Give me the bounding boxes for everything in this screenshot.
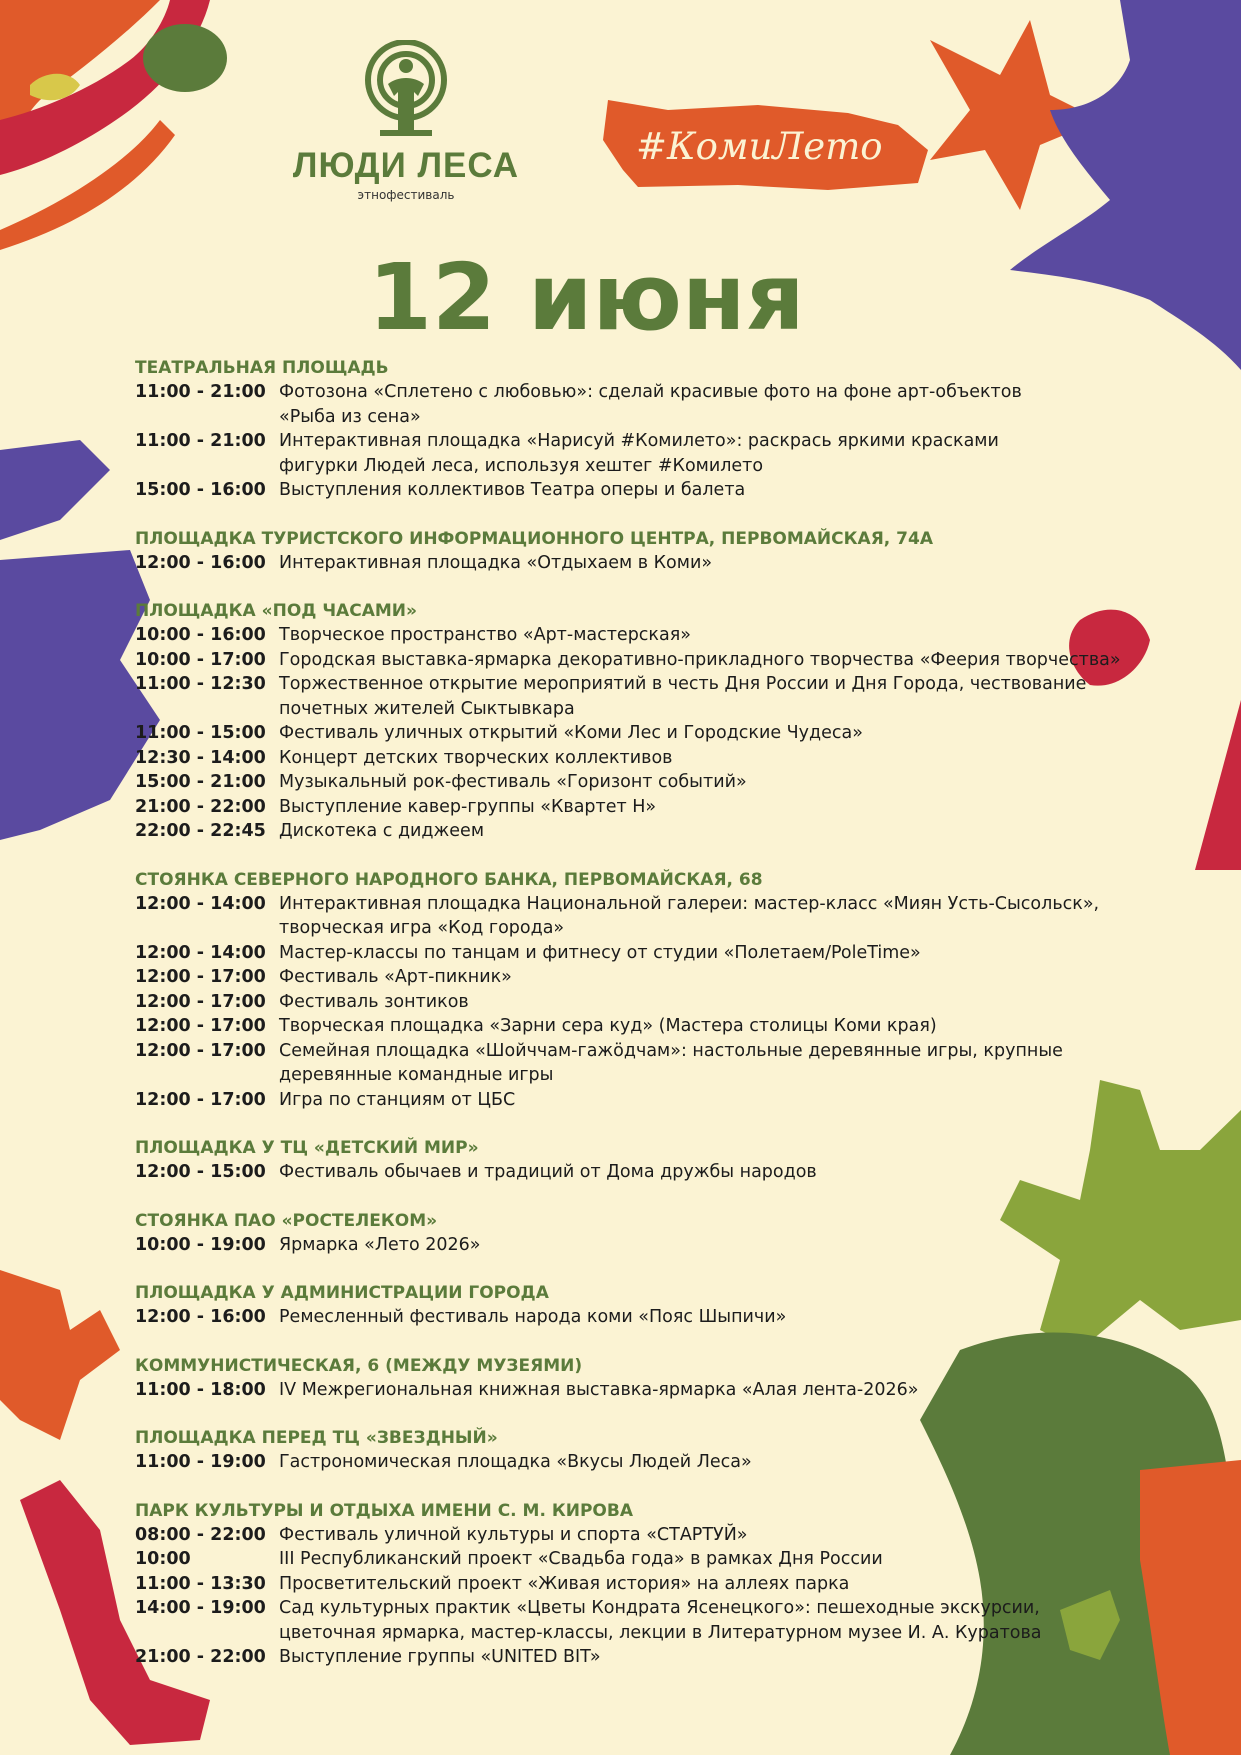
event-description-line: Выступление группы «UNITED BIT» [279,1647,601,1667]
venue-title: ПЛОЩАДКА У АДМИНИСТРАЦИИ ГОРОДА [135,1283,549,1303]
top-right-purple-shape [1010,0,1241,370]
event-description [279,672,1175,721]
event-description-line: деревянные командные игры [279,1065,554,1085]
event-description-line: Торжественное открытие мероприятий в честь Дня России и Дня Города, чествование [279,674,1087,694]
event-description-line: Дискотека с диджеем [279,821,485,841]
venue-section [135,599,1175,844]
event-row [135,648,1175,673]
event-description-line: Музыкальный рок-фестиваль «Горизонт событий» [279,772,747,792]
venue-title: КОММУНИСТИЧЕСКАЯ, 6 (МЕЖДУ МУЗЕЯМИ) [135,1355,583,1376]
event-row [135,770,1175,795]
event-description [279,551,1175,576]
event-row [135,429,1175,478]
people-of-forest-logo-icon [358,40,454,140]
event-time: 10:00 [135,1549,191,1569]
event-description-line: IV Межрегиональная книжная выставка-ярмарка «Алая лента-2026» [279,1379,919,1400]
event-row [135,990,1175,1015]
event-time: 15:00 - 16:00 [135,480,266,500]
venue-title: ПЛОЩАДКА «ПОД ЧАСАМИ» [135,601,417,621]
event-row [135,551,1175,576]
event-description-line: «Рыба из сена» [279,406,421,427]
event-row [135,1378,1175,1403]
event-description-line: Выступления коллективов Театра оперы и балета [279,480,746,500]
venue-section [135,868,1175,1113]
event-description [279,1523,1175,1548]
event-description-line: творческая игра «Код города» [279,918,565,938]
event-description-line: Сад культурных практик «Цветы Кондрата Ясенецкого»: пешеходные экскурсии, [279,1598,1040,1618]
venue-title: ПЛОЩАДКА ТУРИСТСКОГО ИНФОРМАЦИОННОГО ЦЕНТРА, ПЕРВОМАЙСКАЯ, 74А [135,528,933,549]
venue-title: СТОЯНКА СЕВЕРНОГО НАРОДНОГО БАНКА, ПЕРВОМАЙСКАЯ, 68 [135,869,763,890]
venue-section [135,1136,1175,1185]
event-description [279,1547,1175,1572]
event-description [279,746,1175,771]
event-time: 22:00 - 22:45 [135,821,266,841]
event-time: 10:00 - 19:00 [135,1234,266,1255]
komileto-brand-badge [598,95,934,195]
event-description-line: Фотозона «Сплетено с любовью»: сделай красивые фото на фоне арт-объектов [279,382,1022,402]
event-time: 12:00 - 15:00 [135,1162,266,1182]
event-description [279,892,1175,941]
event-description-line: Концерт детских творческих коллективов [279,747,673,768]
event-description-line: Интерактивная площадка «Нарисуй #Комилето»: раскрась яркими красками [279,431,999,451]
event-description-line: Игра по станциям от ЦБС [279,1089,516,1110]
event-time: 21:00 - 22:00 [135,1647,266,1667]
event-description [279,770,1175,795]
event-description-line: Ярмарка «Лето 2026» [279,1234,481,1255]
venue-title: ПЛОЩАДКА У ТЦ «ДЕТСКИЙ МИР» [135,1138,479,1158]
right-crimson-wedge [1195,700,1241,870]
event-time: 12:00 - 14:00 [135,893,266,914]
event-description [279,380,1175,429]
event-row [135,1014,1175,1039]
event-description-line: Интерактивная площадка «Отдыхаем в Коми» [279,552,713,573]
top-left-green-blob [143,24,227,92]
logo-subtitle: этнофестиваль [357,188,455,202]
event-description-line: Фестиваль уличной культуры и спорта «СТАРТУЙ» [279,1524,748,1545]
event-time: 10:00 - 17:00 [135,649,266,670]
event-row [135,1305,1175,1330]
brand-hashtag: #КомиЛето [636,125,883,168]
venue-section [135,1281,1175,1330]
event-time: 08:00 - 22:00 [135,1524,266,1545]
event-row [135,1523,1175,1548]
event-time: 15:00 - 21:00 [135,772,266,792]
event-time: 10:00 - 16:00 [135,625,266,645]
event-time: 12:00 - 17:00 [135,967,266,987]
venue-section [135,1209,1175,1258]
event-time: 12:00 - 17:00 [135,1016,266,1036]
event-time: 11:00 - 15:00 [135,723,266,743]
event-time: 11:00 - 13:30 [135,1573,266,1594]
event-description-line: Фестиваль зонтиков [279,991,469,1012]
event-time: 12:00 - 16:00 [135,552,266,573]
venue-title: СТОЯНКА ПАО «РОСТЕЛЕКОМ» [135,1210,438,1231]
event-row [135,1547,1175,1572]
event-time: 11:00 - 18:00 [135,1379,266,1400]
event-schedule [135,356,1175,1694]
event-time: 21:00 - 22:00 [135,796,266,817]
event-time: 12:30 - 14:00 [135,747,266,768]
event-description [279,941,1175,966]
event-description [279,623,1175,648]
venue-section [135,1499,1175,1670]
event-description [279,1088,1175,1113]
event-row [135,478,1175,503]
event-time: 12:00 - 17:00 [135,1040,266,1061]
event-description [279,1305,1175,1330]
event-description [279,1039,1175,1088]
event-description [279,1596,1175,1645]
event-description-line: Мастер-классы по танцам и фитнесу от студии «Полетаем/PoleTime» [279,942,921,963]
event-description [279,1378,1175,1403]
event-row [135,1596,1175,1645]
event-description-line: Выступление кавер-группы «Квартет Н» [279,796,657,817]
event-row [135,623,1175,648]
event-time: 12:00 - 16:00 [135,1307,266,1327]
event-description-line: Гастрономическая площадка «Вкусы Людей Леса» [279,1452,752,1472]
event-description [279,1014,1175,1039]
event-row [135,941,1175,966]
event-row [135,1039,1175,1088]
event-row [135,672,1175,721]
event-description-line: Просветительский проект «Живая история» на аллеях парка [279,1573,850,1594]
event-description [279,1450,1175,1475]
event-description-line: Городская выставка-ярмарка декоративно-прикладного творчества «Феерия творчества» [279,649,1121,670]
event-description-line: Фестиваль уличных открытий «Коми Лес и Городские Чудеса» [279,723,863,743]
festival-logo [276,40,536,202]
event-description [279,795,1175,820]
event-row [135,1160,1175,1185]
event-time: 12:00 - 17:00 [135,991,266,1012]
logo-name: ЛЮДИ ЛЕСА [292,146,520,185]
event-description-line: цветочная ярмарка, мастер-классы, лекции в Литературном музее И. А. Куратова [279,1622,1042,1643]
event-row [135,892,1175,941]
venue-title: ПЛОЩАДКА ПЕРЕД ТЦ «ЗВЕЗДНЫЙ» [135,1428,498,1448]
event-description [279,965,1175,990]
event-description-line: Ремесленный фестиваль народа коми «Пояс Шыпичи» [279,1307,787,1327]
event-time: 11:00 - 21:00 [135,382,266,402]
event-row [135,721,1175,746]
event-description-line: фигурки Людей леса, используя хештег #Комилето [279,455,764,476]
event-description [279,1572,1175,1597]
venue-section [135,1426,1175,1475]
event-row [135,1645,1175,1670]
event-row [135,380,1175,429]
event-description-line: Творческое пространство «Арт-мастерская» [279,625,691,645]
event-description-line: Фестиваль «Арт-пикник» [279,967,512,987]
bottom-left-orange-shape [0,1270,120,1440]
event-description [279,648,1175,673]
venue-title: ТЕАТРАЛЬНАЯ ПЛОЩАДЬ [135,358,389,378]
event-description-line: III Республиканский проект «Свадьба года» в рамках Дня России [279,1549,883,1569]
venue-title: ПАРК КУЛЬТУРЫ И ОТДЫХА ИМЕНИ С. М. КИРОВА [135,1500,633,1521]
event-description [279,819,1175,844]
event-time: 11:00 - 19:00 [135,1452,266,1472]
page-title-date: 12 июня [368,244,805,351]
event-time: 11:00 - 21:00 [135,431,266,451]
event-description-line: Семейная площадка «Шойччам-гажӧдчам»: настольные деревянные игры, крупные [279,1040,1063,1061]
event-description [279,429,1175,478]
event-row [135,1572,1175,1597]
event-description-line: Фестиваль обычаев и традиций от Дома дружбы народов [279,1162,817,1182]
event-row [135,746,1175,771]
event-time: 12:00 - 14:00 [135,942,266,963]
event-time: 11:00 - 12:30 [135,674,266,694]
venue-section [135,356,1175,503]
event-description-line: Интерактивная площадка Национальной галереи: мастер-класс «Миян Усть-Сысольск», [279,893,1100,914]
event-description [279,478,1175,503]
event-description [279,990,1175,1015]
event-row [135,1233,1175,1258]
event-description [279,1645,1175,1670]
event-time: 14:00 - 19:00 [135,1598,266,1618]
event-row [135,819,1175,844]
event-row [135,795,1175,820]
event-description-line: Творческая площадка «Зарни сера куд» (Мастера столицы Коми края) [279,1016,937,1036]
event-description [279,1233,1175,1258]
event-row [135,1088,1175,1113]
venue-section [135,1354,1175,1403]
event-description [279,1160,1175,1185]
event-description [279,721,1175,746]
event-row [135,965,1175,990]
event-time: 12:00 - 17:00 [135,1089,266,1110]
venue-section [135,527,1175,576]
event-row [135,1450,1175,1475]
event-description-line: почетных жителей Сыктывкара [279,698,575,719]
